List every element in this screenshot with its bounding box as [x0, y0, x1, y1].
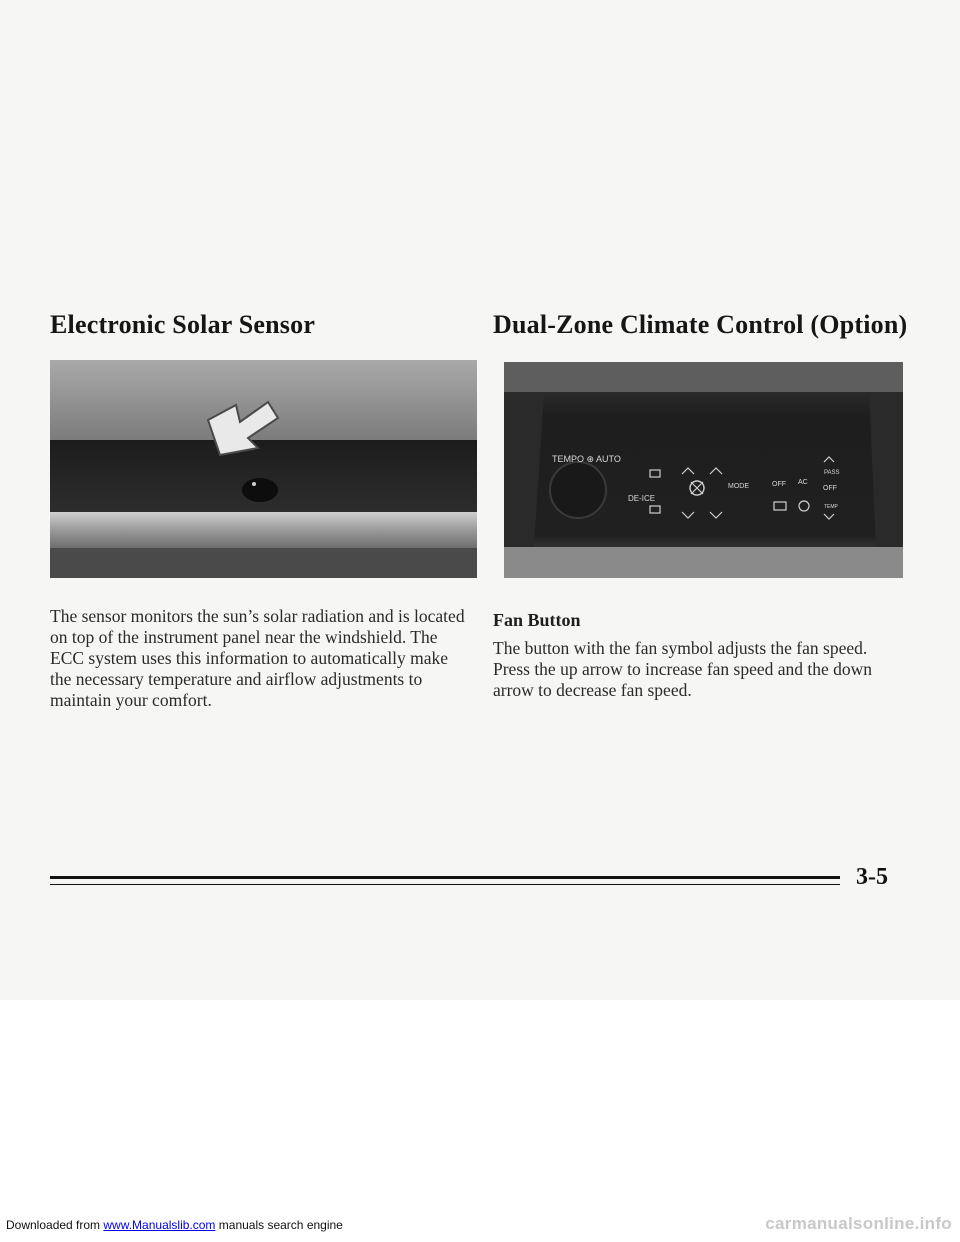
ac-label: AC — [798, 479, 808, 486]
de-ice-label: DE-ICE — [628, 494, 656, 503]
footer-prefix: Downloaded from — [6, 1218, 104, 1232]
off-label: OFF — [772, 481, 786, 488]
download-footer — [6, 1218, 343, 1232]
tempo-auto-label: TEMPO ⊕ AUTO — [552, 454, 621, 464]
climate-control-photo — [504, 362, 903, 578]
off2-label: OFF — [823, 485, 837, 492]
page-number: 3-5 — [856, 864, 888, 890]
temp-label: TEMP — [824, 504, 838, 510]
footer-rule-top — [50, 876, 840, 879]
mode-label: MODE — [728, 483, 749, 490]
solar-sensor-heading: Electronic Solar Sensor — [50, 310, 316, 339]
footer-suffix: manuals search engine — [215, 1218, 343, 1232]
solar-sensor-photo — [50, 360, 477, 578]
solar-sensor-illustration — [50, 360, 477, 578]
fan-button-heading: Fan Button — [493, 610, 581, 630]
pass-label: PASS — [824, 470, 840, 476]
dual-zone-heading: Dual-Zone Climate Control (Option) — [493, 310, 908, 339]
watermark: carmanualsonline.info — [765, 1214, 952, 1233]
climate-panel-illustration — [504, 362, 903, 578]
fan-button-paragraph: The button with the fan symbol adjusts the fan speed. Press the up arrow to increase fan speed and the down arrow to decrease fan speed. — [493, 638, 873, 700]
footer-rule-bottom — [50, 884, 840, 885]
solar-sensor-paragraph: The sensor monitors the sun’s solar radiation and is located on top of the instrument panel near the windshield. The ECC system uses this information to automatically make the necessary temperature and airflow adjustments to maintain your comfort. — [50, 606, 465, 710]
manualslib-link[interactable]: www.Manualslib.com — [103, 1218, 216, 1232]
